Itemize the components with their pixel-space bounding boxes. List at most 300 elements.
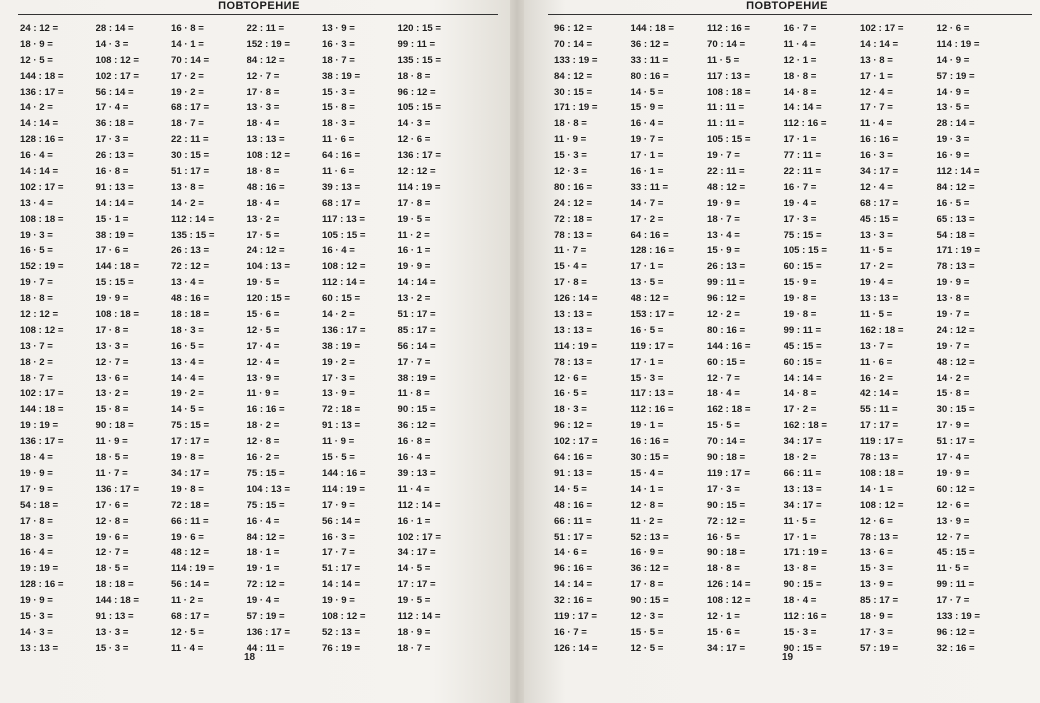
- exercise-item: 18 : 18 =: [95, 579, 134, 591]
- exercise-item: 15 · 3 =: [860, 563, 893, 575]
- exercise-item: 114 : 19 =: [171, 563, 214, 575]
- exercise-item: 144 : 18 =: [95, 261, 139, 273]
- exercise-item: 68 : 17 =: [171, 102, 210, 114]
- exercise-item: 54 : 18 =: [20, 499, 59, 511]
- exercise-item: 17 · 3 =: [783, 213, 817, 225]
- exercise-item: 17 · 4 =: [936, 452, 970, 464]
- exercise-item: 14 · 9 =: [936, 54, 970, 66]
- exercise-item: 70 : 14 =: [554, 38, 593, 50]
- exercise-item: 13 · 8 =: [860, 54, 893, 66]
- exercise-item: 14 : 14 =: [860, 38, 899, 50]
- exercise-item: 117 : 13 =: [630, 388, 674, 400]
- exercise-item: 75 : 15 =: [246, 467, 285, 479]
- exercise-item: 17 · 8 =: [630, 579, 664, 591]
- exercise-item: 14 : 14 =: [783, 372, 822, 384]
- exercise-item: 119 : 17 =: [554, 610, 597, 622]
- exercise-item: 60 : 15 =: [783, 261, 822, 273]
- exercise-item: 14 · 2 =: [20, 102, 53, 114]
- exercise-item: 13 : 13 =: [783, 483, 822, 495]
- exercise-item: 11 · 6 =: [322, 166, 355, 178]
- exercise-item: 13 · 8 =: [783, 563, 817, 575]
- right-page: [524, 0, 1040, 703]
- exercise-item: 12 · 3 =: [554, 166, 587, 178]
- exercise-item: 38 : 19 =: [95, 229, 134, 241]
- exercise-item: 18 : 18 =: [171, 309, 210, 321]
- exercise-item: 108 : 12 =: [322, 610, 366, 622]
- exercise-item: 13 · 2 =: [397, 293, 431, 305]
- exercise-item: 18 · 8 =: [20, 293, 53, 305]
- exercise-item: 12 · 4 =: [860, 86, 893, 98]
- exercise-item: 11 · 8 =: [397, 388, 430, 400]
- exercise-item: 12 · 7 =: [707, 372, 740, 384]
- exercise-item: 112 : 14 =: [397, 499, 441, 511]
- exercise-item: 30 : 15 =: [554, 86, 593, 98]
- exercise-item: 77 : 11 =: [783, 150, 822, 162]
- exercise-item: 15 : 15 =: [95, 277, 134, 289]
- exercise-item: 11 : 11 =: [707, 102, 745, 114]
- exercise-item: 30 : 15 =: [630, 452, 669, 464]
- exercise-item: 114 : 19 =: [554, 340, 597, 352]
- exercise-item: 99 : 11 =: [707, 277, 745, 289]
- exercise-item: 38 : 19 =: [322, 340, 361, 352]
- exercise-item: 12 · 1 =: [783, 54, 817, 66]
- exercise-item: 17 · 1 =: [860, 70, 893, 82]
- exercise-item: 171 : 19 =: [936, 245, 980, 257]
- exercise-item: 104 : 13 =: [246, 483, 290, 495]
- exercise-item: 19 · 9 =: [936, 467, 970, 479]
- left-page: [0, 0, 510, 703]
- exercise-item: 66 : 11 =: [554, 515, 592, 527]
- exercise-item: 152 : 19 =: [246, 38, 290, 50]
- page-title: ПОВТОРЕНИЕ: [746, 0, 828, 12]
- exercise-item: 102 : 17 =: [95, 70, 139, 82]
- exercise-item: 171 : 19 =: [783, 547, 827, 559]
- exercise-item: 60 : 15 =: [707, 356, 746, 368]
- exercise-item: 60 : 15 =: [783, 356, 822, 368]
- exercise-item: 136 : 17 =: [246, 626, 290, 638]
- exercise-item: 13 · 5 =: [936, 102, 970, 114]
- exercise-item: 12 · 6 =: [554, 372, 587, 384]
- exercise-item: 108 : 18 =: [707, 86, 751, 98]
- exercise-item: 11 · 5 =: [707, 54, 740, 66]
- exercise-item: 18 · 8 =: [397, 70, 431, 82]
- exercise-item: 153 : 17 =: [630, 309, 674, 321]
- exercise-item: 19 · 4 =: [783, 197, 817, 209]
- exercise-item: 16 · 7 =: [783, 181, 817, 193]
- exercise-item: 96 : 12 =: [707, 293, 746, 305]
- exercise-item: 16 · 7 =: [783, 23, 817, 34]
- exercise-item: 171 : 19 =: [554, 102, 598, 114]
- exercise-item: 17 · 3 =: [322, 372, 355, 384]
- exercise-item: 119 : 17 =: [860, 436, 903, 448]
- exercise-item: 12 · 7 =: [95, 356, 129, 368]
- exercise-item: 22 : 11 =: [246, 23, 285, 34]
- exercise-item: 19 · 7 =: [20, 277, 53, 289]
- exercise-item: 78 : 13 =: [554, 229, 593, 241]
- exercise-item: 96 : 12 =: [554, 420, 593, 432]
- exercise-item: 19 · 6 =: [171, 531, 204, 543]
- exercise-item: 19 · 1 =: [246, 563, 280, 575]
- exercise-item: 19 · 9 =: [322, 595, 355, 607]
- exercise-item: 13 · 3 =: [860, 229, 893, 241]
- exercise-item: 108 : 12 =: [95, 54, 139, 66]
- exercise-item: 112 : 14 =: [171, 213, 214, 225]
- exercise-item: 17 · 1 =: [783, 134, 817, 146]
- exercise-item: 14 : 14 =: [20, 166, 59, 178]
- exercise-item: 16 · 4 =: [630, 118, 664, 130]
- exercise-item: 18 · 3 =: [171, 324, 204, 336]
- exercise-item: 72 : 18 =: [554, 213, 593, 225]
- exercise-item: 17 : 17 =: [860, 420, 899, 432]
- exercise-item: 48 : 16 =: [171, 293, 210, 305]
- exercise-item: 18 · 8 =: [783, 70, 817, 82]
- exercise-item: 135 : 15 =: [171, 229, 215, 241]
- exercise-item: 114 : 19 =: [322, 483, 365, 495]
- exercise-item: 28 : 14 =: [936, 118, 975, 130]
- exercise-item: 68 : 17 =: [860, 197, 899, 209]
- exercise-item: 36 : 12 =: [397, 420, 436, 432]
- exercise-item: 48 : 12 =: [171, 547, 210, 559]
- exercise-item: 13 : 13 =: [860, 293, 899, 305]
- exercise-item: 11 : 11 =: [707, 118, 745, 130]
- exercise-item: 16 · 9 =: [936, 150, 970, 162]
- exercise-item: 17 · 6 =: [95, 245, 129, 257]
- exercise-item: 16 · 2 =: [246, 452, 280, 464]
- exercise-item: 56 : 14 =: [171, 579, 210, 591]
- exercise-item: 15 · 6 =: [246, 309, 280, 321]
- exercise-item: 126 : 14 =: [707, 579, 751, 591]
- exercise-item: 99 : 11 =: [397, 38, 436, 50]
- exercise-item: 15 · 4 =: [554, 261, 587, 273]
- exercise-item: 15 · 3 =: [554, 150, 587, 162]
- exercise-item: 24 : 12 =: [20, 23, 59, 34]
- exercise-item: 133 : 19 =: [554, 54, 598, 66]
- exercise-item: 14 : 14 =: [20, 118, 59, 130]
- exercise-item: 105 : 15 =: [322, 229, 366, 241]
- exercise-item: 19 : 19 =: [20, 420, 59, 432]
- exercise-item: 126 : 14 =: [554, 642, 598, 654]
- exercise-item: 16 · 5 =: [936, 197, 970, 209]
- exercise-item: 19 · 9 =: [95, 293, 129, 305]
- exercise-item: 13 : 13 =: [20, 642, 59, 654]
- exercise-item: 91 : 13 =: [322, 420, 361, 432]
- exercise-item: 78 : 13 =: [860, 531, 899, 543]
- exercise-item: 16 · 5 =: [707, 531, 740, 543]
- exercise-item: 51 : 17 =: [554, 531, 593, 543]
- exercise-item: 14 · 8 =: [783, 86, 817, 98]
- exercise-item: 15 · 9 =: [630, 102, 664, 114]
- exercise-item: 19 · 9 =: [20, 467, 53, 479]
- page-title: ПОВТОРЕНИЕ: [218, 0, 300, 12]
- exercise-item: 13 · 6 =: [95, 372, 129, 384]
- exercise-item: 91 : 13 =: [554, 467, 593, 479]
- exercise-item: 34 : 17 =: [783, 499, 822, 511]
- exercise-item: 12 · 3 =: [630, 610, 664, 622]
- exercise-item: 48 : 12 =: [707, 181, 746, 193]
- exercise-item: 19 · 7 =: [936, 309, 970, 321]
- exercise-item: 120 : 15 =: [397, 23, 441, 34]
- exercise-item: 102 : 17 =: [860, 23, 904, 34]
- exercise-item: 16 · 2 =: [860, 372, 893, 384]
- exercise-item: 18 · 4 =: [246, 197, 280, 209]
- exercise-item: 68 : 17 =: [171, 610, 210, 622]
- exercise-item: 16 · 8 =: [171, 23, 204, 34]
- exercise-item: 32 : 16 =: [936, 642, 975, 654]
- exercise-item: 16 : 16 =: [246, 404, 285, 416]
- exercise-item: 68 : 17 =: [322, 197, 361, 209]
- exercise-item: 13 · 9 =: [322, 23, 355, 34]
- exercise-item: 24 : 12 =: [936, 324, 975, 336]
- exercise-item: 17 · 7 =: [936, 595, 970, 607]
- exercise-grid: [554, 20, 1013, 656]
- exercise-item: 12 · 8 =: [95, 515, 129, 527]
- exercise-item: 15 · 4 =: [630, 467, 664, 479]
- exercise-item: 57 : 19 =: [246, 610, 285, 622]
- exercise-grid: [20, 20, 473, 656]
- exercise-item: 19 · 9 =: [936, 277, 970, 289]
- title-underline: [548, 14, 1032, 15]
- exercise-item: 45 : 15 =: [860, 213, 899, 225]
- exercise-item: 26 : 13 =: [95, 150, 134, 162]
- exercise-item: 85 : 17 =: [860, 595, 899, 607]
- exercise-item: 16 · 7 =: [554, 626, 587, 638]
- exercise-item: 11 · 5 =: [783, 515, 816, 527]
- exercise-item: 91 : 13 =: [95, 181, 134, 193]
- exercise-item: 70 : 14 =: [707, 436, 746, 448]
- exercise-item: 16 · 4 =: [322, 245, 355, 257]
- exercise-item: 19 · 7 =: [936, 340, 970, 352]
- exercise-item: 15 · 8 =: [322, 102, 355, 114]
- exercise-item: 14 · 5 =: [554, 483, 587, 495]
- exercise-item: 13 : 13 =: [246, 134, 285, 146]
- exercise-item: 19 · 6 =: [95, 531, 129, 543]
- exercise-item: 17 · 2 =: [860, 261, 893, 273]
- exercise-item: 18 · 7 =: [397, 642, 431, 654]
- exercise-item: 90 : 15 =: [630, 595, 669, 607]
- exercise-item: 14 : 14 =: [783, 102, 822, 114]
- exercise-item: 126 : 14 =: [554, 293, 598, 305]
- exercise-item: 19 · 9 =: [20, 595, 53, 607]
- exercise-item: 13 · 4 =: [20, 197, 53, 209]
- exercise-item: 136 : 17 =: [95, 483, 139, 495]
- exercise-item: 11 · 4 =: [783, 38, 816, 50]
- exercise-item: 119 : 17 =: [630, 340, 674, 352]
- exercise-item: 38 : 19 =: [397, 372, 436, 384]
- exercise-item: 11 · 9 =: [246, 388, 279, 400]
- exercise-item: 24 : 12 =: [246, 245, 285, 257]
- exercise-item: 18 · 7 =: [171, 118, 204, 130]
- exercise-item: 16 · 1 =: [397, 245, 431, 257]
- exercise-item: 96 : 12 =: [554, 23, 593, 34]
- exercise-item: 55 : 11 =: [860, 404, 898, 416]
- exercise-item: 34 : 17 =: [707, 642, 746, 654]
- exercise-item: 18 · 9 =: [860, 610, 893, 622]
- exercise-item: 108 : 12 =: [707, 595, 751, 607]
- exercise-item: 17 · 8 =: [246, 86, 280, 98]
- exercise-item: 66 : 11 =: [171, 515, 209, 527]
- exercise-item: 70 : 14 =: [707, 38, 746, 50]
- exercise-item: 112 : 16 =: [630, 404, 674, 416]
- exercise-item: 14 · 3 =: [397, 118, 431, 130]
- exercise-item: 18 · 8 =: [246, 166, 280, 178]
- exercise-item: 14 · 1 =: [630, 483, 664, 495]
- exercise-item: 14 · 7 =: [630, 197, 664, 209]
- exercise-item: 17 · 8 =: [95, 324, 129, 336]
- exercise-item: 18 · 8 =: [554, 118, 587, 130]
- exercise-item: 12 · 5 =: [20, 54, 53, 66]
- exercise-item: 14 · 2 =: [171, 197, 204, 209]
- exercise-item: 52 : 13 =: [322, 626, 361, 638]
- exercise-item: 14 : 14 =: [322, 579, 361, 591]
- exercise-item: 48 : 12 =: [936, 356, 975, 368]
- exercise-item: 108 : 18 =: [95, 309, 139, 321]
- exercise-item: 80 : 16 =: [630, 70, 669, 82]
- exercise-item: 12 : 12 =: [20, 309, 59, 321]
- exercise-item: 17 · 5 =: [246, 229, 280, 241]
- exercise-item: 30 : 15 =: [936, 404, 975, 416]
- exercise-item: 15 · 5 =: [322, 452, 355, 464]
- exercise-item: 18 · 7 =: [707, 213, 740, 225]
- exercise-item: 96 : 12 =: [397, 86, 436, 98]
- exercise-item: 13 · 4 =: [707, 229, 740, 241]
- exercise-item: 12 · 5 =: [246, 324, 280, 336]
- exercise-item: 64 : 16 =: [630, 229, 669, 241]
- exercise-item: 19 · 4 =: [246, 595, 280, 607]
- exercise-item: 51 : 17 =: [171, 166, 210, 178]
- exercise-item: 78 : 13 =: [554, 356, 593, 368]
- exercise-item: 112 : 16 =: [707, 23, 750, 34]
- exercise-item: 84 : 12 =: [246, 54, 285, 66]
- exercise-item: 12 · 2 =: [707, 309, 740, 321]
- exercise-item: 14 · 1 =: [860, 483, 893, 495]
- exercise-item: 15 · 3 =: [322, 86, 355, 98]
- exercise-item: 105 : 15 =: [397, 102, 441, 114]
- exercise-item: 14 · 2 =: [322, 309, 355, 321]
- exercise-item: 19 · 5 =: [397, 213, 431, 225]
- exercise-item: 12 · 5 =: [171, 626, 204, 638]
- exercise-item: 78 : 13 =: [936, 261, 975, 273]
- exercise-item: 162 : 18 =: [707, 404, 751, 416]
- exercise-item: 136 : 17 =: [20, 436, 64, 448]
- exercise-item: 12 · 8 =: [246, 436, 280, 448]
- exercise-item: 17 · 2 =: [783, 404, 817, 416]
- exercise-item: 17 · 1 =: [630, 356, 664, 368]
- exercise-item: 34 : 17 =: [171, 467, 210, 479]
- exercise-item: 19 · 5 =: [246, 277, 280, 289]
- exercise-item: 17 · 3 =: [860, 626, 893, 638]
- exercise-item: 15 · 3 =: [20, 610, 53, 622]
- exercise-item: 17 : 17 =: [171, 436, 210, 448]
- exercise-item: 11 · 5 =: [936, 563, 969, 575]
- exercise-item: 15 · 6 =: [707, 626, 740, 638]
- exercise-item: 162 : 18 =: [860, 324, 904, 336]
- exercise-item: 105 : 15 =: [783, 245, 827, 257]
- exercise-item: 96 : 12 =: [936, 626, 975, 638]
- exercise-item: 12 · 4 =: [246, 356, 280, 368]
- exercise-item: 18 · 5 =: [95, 563, 129, 575]
- exercise-item: 64 : 16 =: [554, 452, 593, 464]
- exercise-item: 96 : 16 =: [554, 563, 593, 575]
- exercise-item: 51 : 17 =: [936, 436, 975, 448]
- exercise-item: 28 : 14 =: [95, 23, 134, 34]
- exercise-item: 112 : 14 =: [936, 166, 980, 178]
- exercise-item: 90 : 15 =: [783, 642, 822, 654]
- exercise-item: 60 : 15 =: [322, 293, 361, 305]
- exercise-item: 19 · 8 =: [783, 293, 817, 305]
- exercise-item: 114 : 19 =: [936, 38, 980, 50]
- exercise-item: 16 : 16 =: [860, 134, 899, 146]
- exercise-item: 16 · 4 =: [20, 547, 53, 559]
- exercise-item: 48 : 16 =: [246, 181, 285, 193]
- exercise-item: 32 : 16 =: [554, 595, 593, 607]
- exercise-item: 13 · 8 =: [171, 181, 204, 193]
- exercise-item: 16 · 3 =: [322, 38, 355, 50]
- exercise-item: 64 : 16 =: [322, 150, 361, 162]
- exercise-item: 13 · 7 =: [20, 340, 53, 352]
- exercise-item: 11 · 2 =: [171, 595, 204, 607]
- exercise-item: 18 · 3 =: [322, 118, 355, 130]
- exercise-item: 90 : 18 =: [707, 547, 746, 559]
- exercise-item: 11 · 2 =: [397, 229, 430, 241]
- exercise-item: 12 · 6 =: [936, 499, 970, 511]
- exercise-item: 13 · 8 =: [936, 293, 970, 305]
- exercise-item: 75 : 15 =: [783, 229, 822, 241]
- exercise-item: 102 : 17 =: [397, 531, 441, 543]
- exercise-item: 102 : 17 =: [20, 181, 64, 193]
- exercise-item: 18 · 7 =: [322, 54, 355, 66]
- exercise-item: 22 : 11 =: [783, 166, 822, 178]
- exercise-item: 128 : 16 =: [20, 134, 64, 146]
- exercise-item: 17 · 9 =: [322, 499, 355, 511]
- exercise-item: 17 · 3 =: [707, 483, 740, 495]
- exercise-item: 16 · 4 =: [397, 452, 431, 464]
- exercise-item: 34 : 17 =: [783, 436, 822, 448]
- exercise-item: 12 · 7 =: [95, 547, 129, 559]
- exercise-item: 112 : 14 =: [322, 277, 365, 289]
- page-number: 19: [782, 652, 794, 663]
- exercise-item: 26 : 13 =: [707, 261, 746, 273]
- exercise-item: 16 · 4 =: [246, 515, 280, 527]
- exercise-item: 19 · 2 =: [171, 86, 204, 98]
- exercise-item: 108 : 12 =: [860, 499, 904, 511]
- exercise-item: 11 · 5 =: [860, 309, 893, 321]
- exercise-item: 11 · 5 =: [860, 245, 893, 257]
- exercise-item: 22 : 11 =: [707, 166, 745, 178]
- exercise-item: 15 · 3 =: [630, 372, 664, 384]
- exercise-item: 112 : 16 =: [783, 118, 827, 130]
- exercise-item: 15 · 9 =: [707, 245, 740, 257]
- exercise-item: 105 : 15 =: [707, 134, 751, 146]
- exercise-item: 54 : 18 =: [936, 229, 975, 241]
- exercise-item: 128 : 16 =: [20, 579, 64, 591]
- exercise-item: 80 : 16 =: [554, 181, 593, 193]
- exercise-item: 36 : 18 =: [95, 118, 134, 130]
- exercise-item: 48 : 12 =: [630, 293, 669, 305]
- exercise-item: 17 · 7 =: [322, 547, 355, 559]
- exercise-item: 84 : 12 =: [554, 70, 593, 82]
- exercise-item: 119 : 17 =: [707, 467, 750, 479]
- exercise-item: 15 · 5 =: [707, 420, 740, 432]
- exercise-item: 16 · 5 =: [171, 340, 204, 352]
- exercise-item: 14 · 4 =: [171, 372, 204, 384]
- exercise-item: 19 · 4 =: [860, 277, 893, 289]
- exercise-item: 17 · 7 =: [860, 102, 893, 114]
- exercise-item: 11 · 4 =: [171, 642, 204, 654]
- exercise-item: 11 · 7 =: [95, 467, 128, 479]
- exercise-item: 18 · 2 =: [246, 420, 280, 432]
- exercise-item: 51 : 17 =: [397, 309, 436, 321]
- exercise-item: 102 : 17 =: [554, 436, 598, 448]
